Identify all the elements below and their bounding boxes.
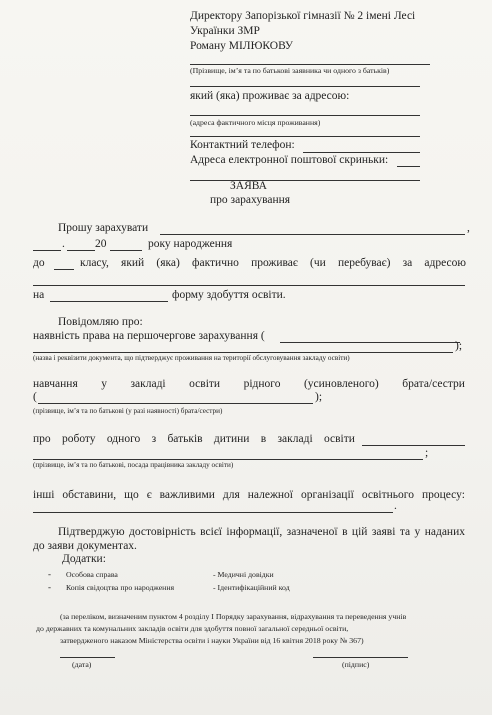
attachment-item-birth-certificate: Копія свідоцтва про народження (66, 583, 175, 592)
date-hint: (дата) (72, 660, 92, 669)
word: належної (247, 489, 293, 501)
confirm-sentence (58, 526, 465, 538)
notify-intro: Повідомляю про: (58, 316, 143, 328)
applicant-name-field[interactable] (190, 64, 430, 65)
signature-hint: (підпис) (342, 660, 370, 669)
word: рідного (243, 378, 281, 390)
parent-work-field[interactable] (362, 445, 465, 446)
attachment-item-id-code: - Ідентифікаційний код (213, 583, 290, 592)
signature-field[interactable] (313, 657, 408, 658)
word: обставини, (62, 489, 117, 501)
sibling-name-field[interactable] (38, 403, 313, 404)
word: цій (351, 526, 368, 538)
header-addressee-line2: Українки ЗМР (190, 25, 260, 37)
birth-dot: . (62, 238, 65, 250)
word: закладі (277, 433, 313, 445)
word: інші (33, 489, 55, 501)
footnote-line1: (за переліком, визначеним пунктом 4 розділу I Порядку зарахування, відрахування та переведення учнів (60, 612, 407, 621)
word: в (260, 433, 267, 445)
priority-hint: (назва і реквізити документа, що підтверджує проживання на території обслуговування закладу освіти) (33, 354, 350, 362)
phone-label: Контактний телефон: (190, 139, 295, 151)
word: дитини (213, 433, 250, 445)
priority-end: ); (455, 340, 463, 352)
address-field-2[interactable] (190, 136, 420, 137)
parent-work-hint: (прізвище, ім’я та по батькові, посада працівника закладу освіти) (33, 461, 234, 469)
birth-year-field[interactable] (110, 250, 142, 251)
class-number-field[interactable] (54, 269, 74, 270)
other-circumstances-end: . (394, 500, 397, 512)
date-field[interactable] (60, 657, 115, 658)
word: у (101, 378, 107, 390)
other-circumstances-sentence (33, 489, 465, 501)
word: наданих (424, 526, 465, 538)
birth-label: року народження (148, 238, 233, 250)
education-form-field[interactable] (50, 301, 168, 302)
word: процесу: (421, 489, 465, 501)
applicant-name-field-2[interactable] (190, 86, 420, 87)
word: брата/сестри (402, 378, 465, 390)
word: фактично (192, 257, 239, 269)
word: з (151, 433, 157, 445)
word: важливими (159, 489, 215, 501)
word: Підтверджую (58, 526, 125, 538)
document-subtitle: про зарахування (210, 194, 291, 206)
priority-document-field-2[interactable] (33, 352, 453, 353)
parent-work-field-2[interactable] (33, 459, 423, 460)
word: навчання (33, 378, 78, 390)
word: проживає (251, 257, 298, 269)
education-form-label: форму здобуття освіти. (172, 289, 286, 301)
attachment-item-medical: - Медичні довідки (213, 570, 274, 579)
class-to: до (33, 257, 45, 269)
applicant-name-hint: (Прізвище, ім’я та по батькові заявника чи одного з батьків) (190, 66, 390, 75)
word: є (146, 489, 152, 501)
request-comma: , (467, 222, 470, 234)
word: роботу (61, 433, 96, 445)
priority-document-field[interactable] (280, 342, 460, 343)
word: освіти (189, 378, 221, 390)
attachment-bullet: - (48, 582, 51, 592)
parent-work-end: ; (425, 447, 429, 459)
word: який (121, 257, 145, 269)
child-name-field[interactable] (160, 234, 465, 235)
birth-day-field[interactable] (33, 250, 61, 251)
email-label: Адреса електронної поштової скриньки: (190, 154, 389, 166)
sibling-sentence (33, 378, 465, 390)
word: всієї (200, 526, 222, 538)
other-circumstances-field[interactable] (33, 512, 393, 513)
word: інформації, (226, 526, 283, 538)
word: що (124, 489, 139, 501)
address-field[interactable] (190, 115, 420, 116)
word: достовірність (129, 526, 196, 538)
word: зазначеної (286, 526, 338, 538)
address-hint: (адреса фактичного місця проживання) (190, 118, 321, 127)
address-label: який (яка) проживає за адресою: (190, 90, 350, 102)
form-on: на (33, 289, 45, 301)
parent-work-sentence (33, 433, 355, 445)
header-addressee-name: Роману МІЛЮКОВУ (190, 40, 293, 52)
document-title: ЗАЯВА (230, 180, 267, 192)
footnote-line2: до державних та комунальних закладів освіти для здобуття повної загальної середньої освіти, (36, 624, 349, 633)
sibling-open: ( (33, 391, 37, 403)
confirm-line2: до заяви документах. (33, 540, 137, 552)
word: (чи (310, 257, 326, 269)
residence-address-field[interactable] (33, 285, 465, 286)
word: за (402, 257, 413, 269)
word: класу, (80, 257, 109, 269)
word: одного (106, 433, 141, 445)
sibling-hint: (прізвище, ім’я та по батькові (у разі наявності) брата/сестри) (33, 407, 223, 415)
email-field-2[interactable] (190, 180, 420, 181)
word: заяві (371, 526, 396, 538)
word: в (342, 526, 348, 538)
sibling-end: ); (315, 391, 323, 403)
footnote-line3: затвердженого наказом Міністерства освіти і науки України від 16 квітня 2018 року № 367) (60, 636, 364, 645)
birth-month-field[interactable] (67, 250, 95, 251)
word: та (399, 526, 411, 538)
word: організації (300, 489, 354, 501)
word: у (414, 526, 421, 538)
word: перебуває) (337, 257, 391, 269)
attachments-title: Додатки: (62, 553, 106, 565)
priority-label: наявність права на першочергове зарахування ( (33, 330, 265, 342)
word: для (222, 489, 240, 501)
attachment-item-personal-file: Особова справа (66, 570, 118, 579)
word: закладі (130, 378, 166, 390)
request-ask: Прошу зарахувати (58, 222, 149, 234)
word: (усиновленого) (303, 378, 379, 390)
header-addressee-line1: Директору Запорізької гімназії № 2 імені Лесі (190, 10, 416, 22)
word: адресою (424, 257, 466, 269)
word: освіти (323, 433, 355, 445)
word: освітнього (361, 489, 414, 501)
attachment-bullet: - (48, 569, 51, 579)
class-sentence (80, 257, 466, 269)
word: батьків (167, 433, 203, 445)
phone-field[interactable] (303, 152, 420, 153)
birth-year-prefix: 20 (95, 238, 107, 250)
email-field[interactable] (397, 166, 420, 167)
word: про (33, 433, 51, 445)
word: (яка) (156, 257, 180, 269)
